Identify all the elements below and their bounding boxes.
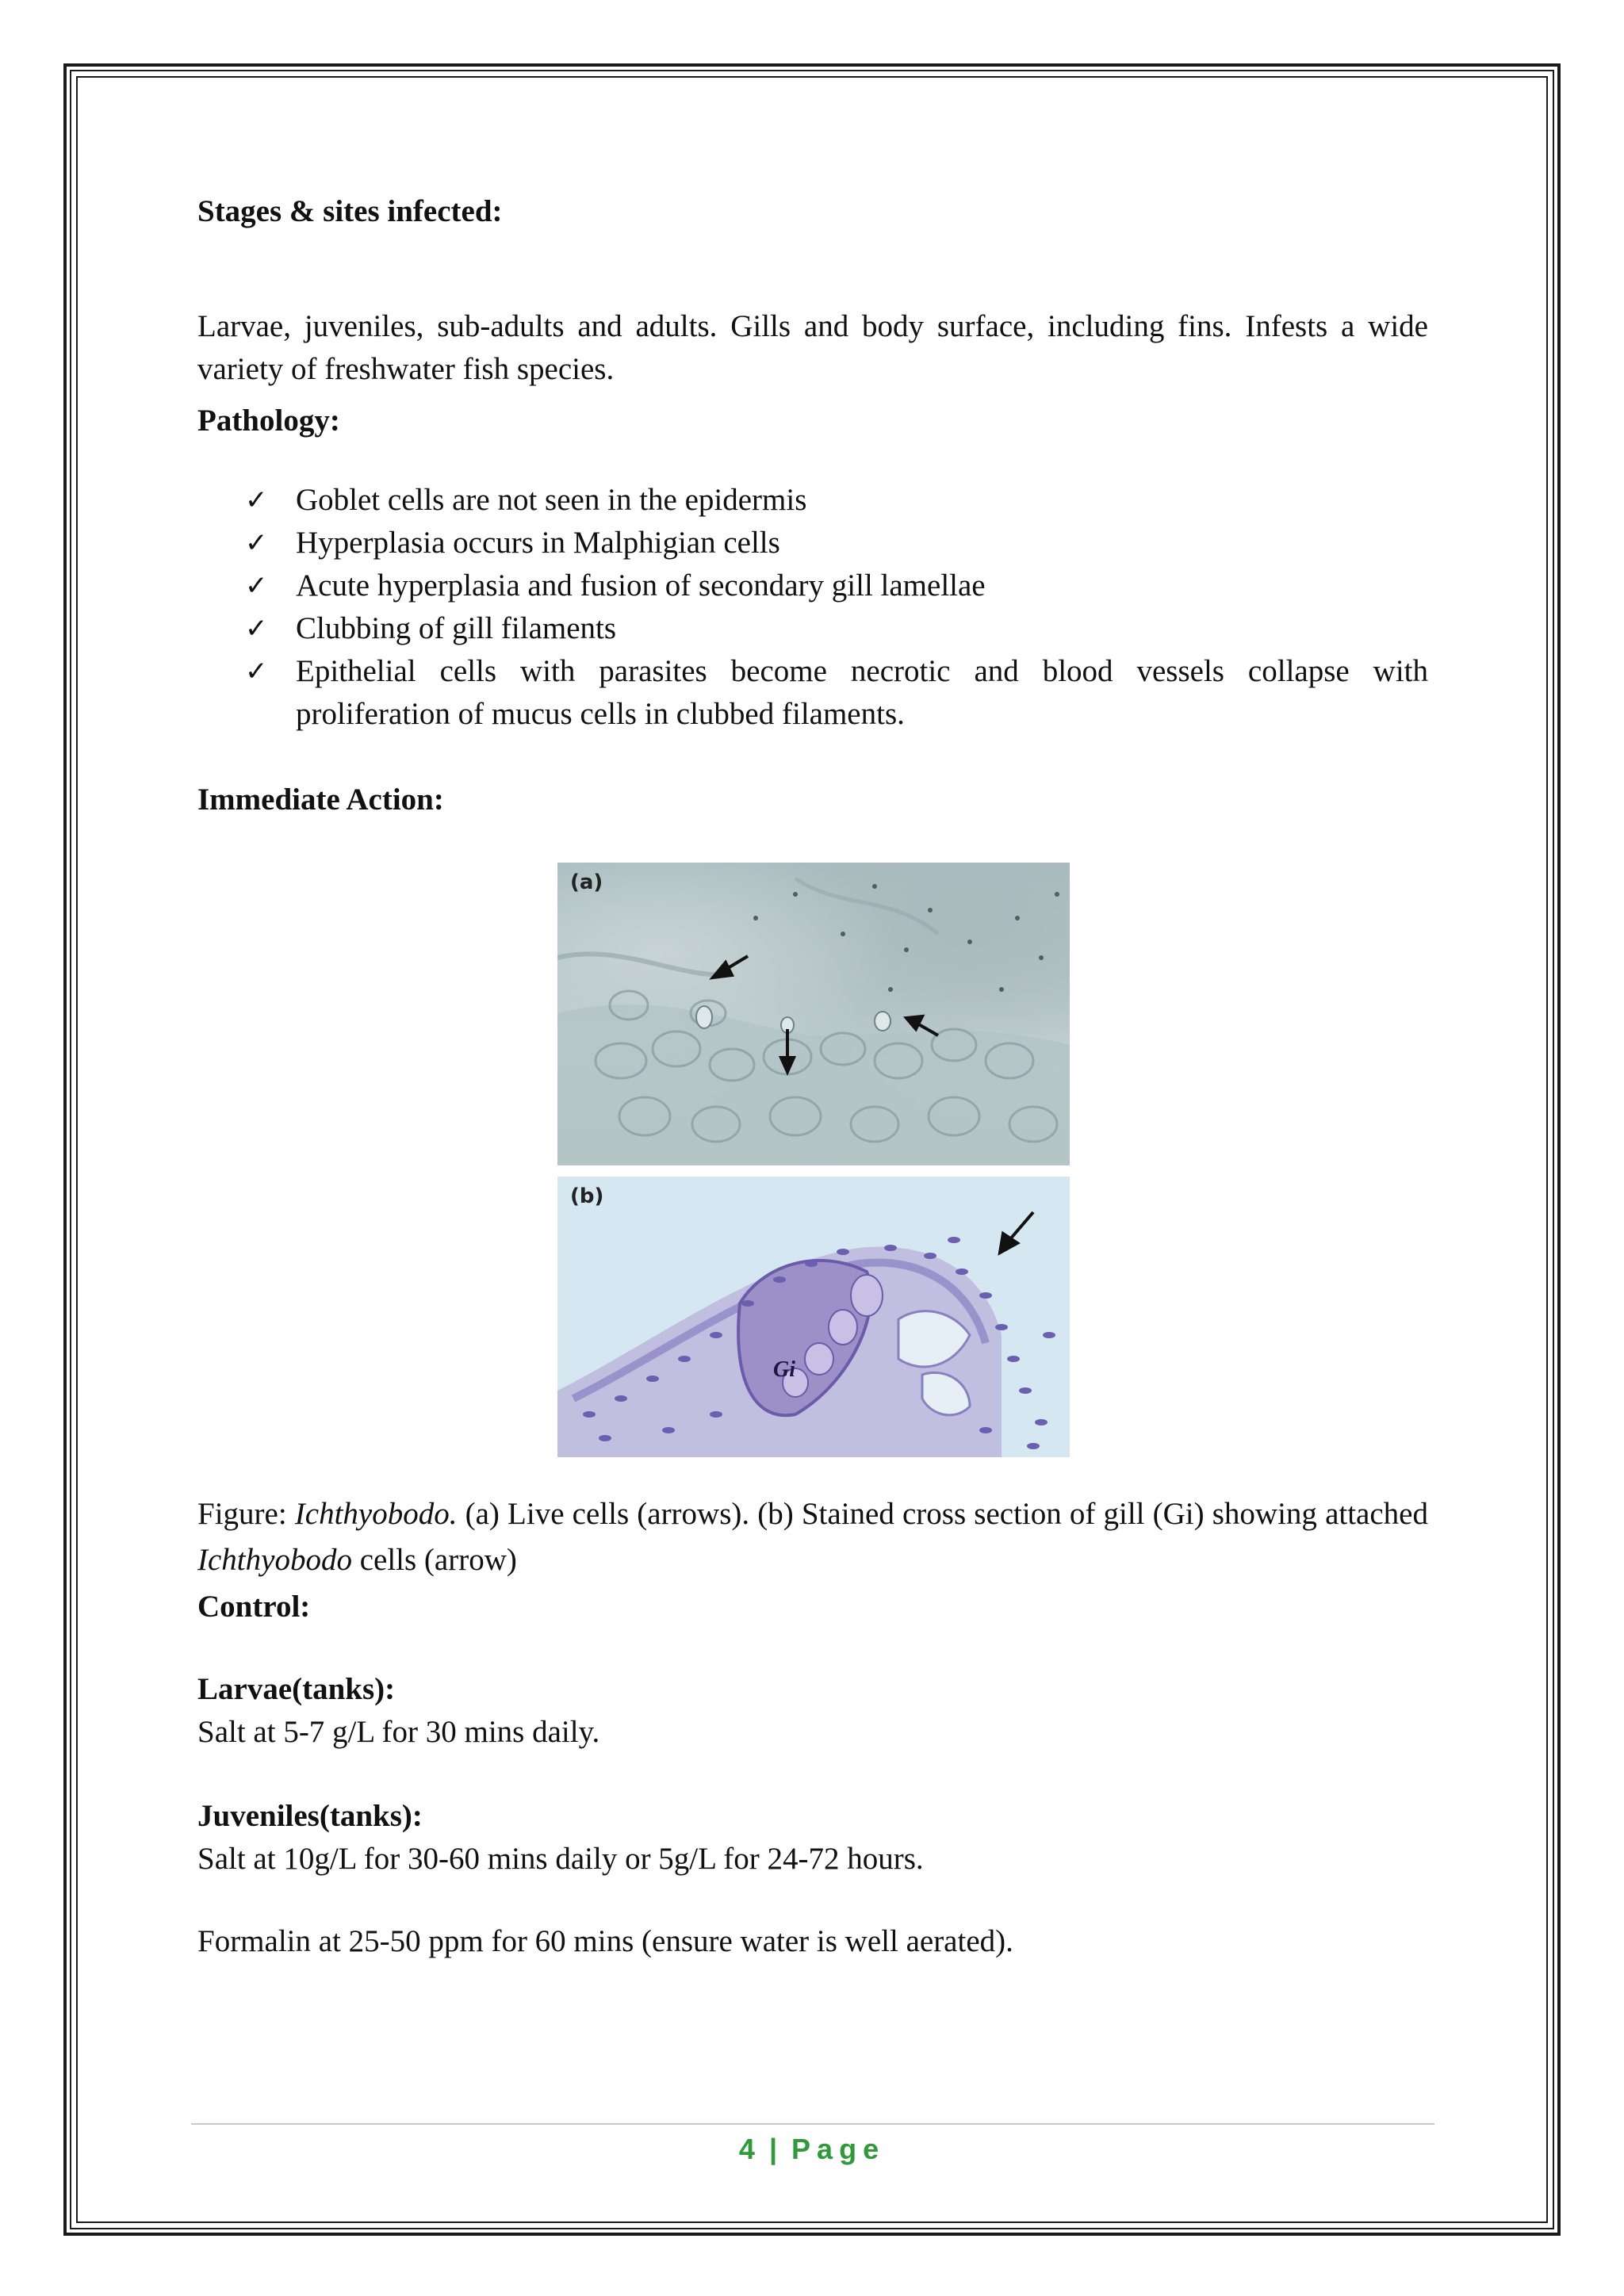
checkmark-icon: ✓ [245, 613, 268, 645]
checkmark-icon: ✓ [245, 656, 268, 687]
larvae-treatment-text: Salt at 5-7 g/L for 30 mins daily. [197, 1715, 600, 1749]
caption-end: cells (arrow) [351, 1543, 517, 1577]
checkmark-icon: ✓ [245, 570, 268, 602]
list-item [197, 650, 1428, 736]
list-item [197, 607, 1428, 650]
footer-divider [191, 2123, 1434, 2125]
footer-separator: | [768, 2133, 781, 2165]
list-item [197, 564, 1428, 607]
larvae-heading: Larvae(tanks): [197, 1672, 396, 1706]
page-label: Page [791, 2133, 886, 2165]
list-item [197, 522, 1428, 564]
page-footer [0, 2133, 1624, 2166]
gill-label: Gi [773, 1357, 795, 1382]
list-item-text: Acute hyperplasia and fusion of secondary gill lamellae [296, 568, 986, 603]
stages-paragraph: Larvae, juveniles, sub-adults and adults. Gills and body surface, including fins. Infests a wide variety of freshwater fish species. [197, 309, 1428, 386]
figure-panel-b-stained-gill [557, 1177, 1070, 1457]
juveniles-treatment-text: Salt at 10g/L for 30-60 mins daily or 5g/L for 24-72 hours. [197, 1842, 924, 1876]
pathology-list [197, 479, 1428, 736]
caption-species-name: Ichthyobodo. [294, 1497, 458, 1531]
immediate-action-heading: Immediate Action: [197, 783, 444, 817]
pathology-heading: Pathology: [197, 404, 340, 438]
figure-panel-a-live-cells [557, 863, 1070, 1165]
caption-text: (a) Live cells (arrows). (b) Stained cross section of gill (Gi) showing attached [457, 1497, 1428, 1531]
list-item-text: Clubbing of gill filaments [296, 611, 617, 645]
panel-b-label: (b) [570, 1184, 604, 1208]
caption-species-name-2: Ichthyobodo [197, 1543, 352, 1577]
caption-prefix: Figure: [197, 1497, 295, 1531]
control-heading: Control: [197, 1590, 311, 1624]
formalin-treatment-text: Formalin at 25-50 ppm for 60 mins (ensure water is well aerated). [197, 1924, 1013, 1958]
stages-heading: Stages & sites infected: [197, 194, 503, 228]
micrograph-stained-gill-image [557, 1177, 1070, 1457]
checkmark-icon: ✓ [245, 484, 268, 516]
list-item-text: Epithelial cells with parasites become necrotic and blood vessels collapse with proliferation of mucus cells in clubbed filaments. [296, 654, 1428, 731]
list-item [197, 479, 1428, 522]
juveniles-heading: Juveniles(tanks): [197, 1799, 423, 1833]
list-item-text: Goblet cells are not seen in the epidermis [296, 483, 807, 517]
checkmark-icon: ✓ [245, 527, 268, 559]
list-item-text: Hyperplasia occurs in Malphigian cells [296, 526, 780, 560]
page-number: 4 [738, 2133, 758, 2165]
panel-a-label: (a) [570, 871, 603, 894]
ichthyobodo-figure [557, 863, 1070, 1457]
micrograph-live-cells-image [557, 863, 1070, 1165]
figure-caption [197, 1491, 1428, 1583]
